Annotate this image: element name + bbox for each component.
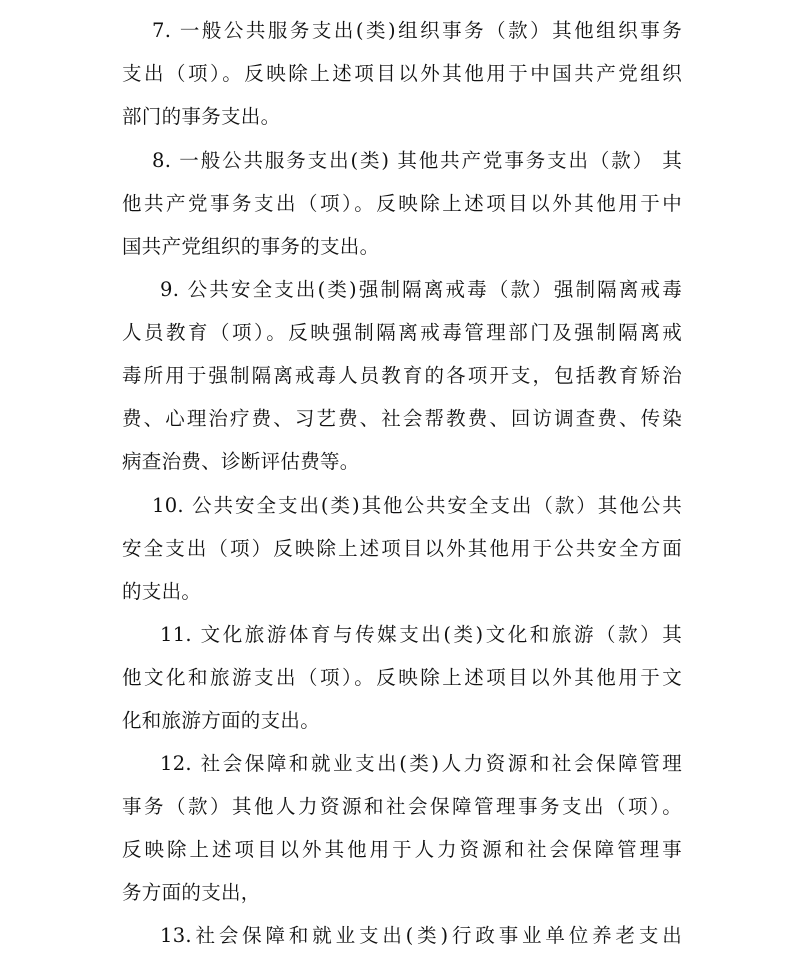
text-line: 病查治费、诊断评估费等。 bbox=[122, 450, 360, 473]
text-line: 的支出。 bbox=[122, 580, 202, 603]
text-line: 毒所用于强制隔离戒毒人员教育的各项开支，包括教育矫治 bbox=[122, 364, 682, 387]
text-line: 安全支出（项）反映除上述项目以外其他用于公共安全方面 bbox=[122, 537, 682, 560]
text-line: 人员教育（项）。反映强制隔离戒毒管理部门及强制隔离戒 bbox=[122, 321, 682, 344]
text-line: 务方面的支出， bbox=[122, 881, 261, 904]
text-line: 他共产党事务支出（项）。反映除上述项目以外其他用于中 bbox=[122, 192, 682, 215]
text-line: 事务（款）其他人力资源和社会保障管理事务支出（项）。 bbox=[122, 795, 682, 818]
text-line: 部门的事务支出。 bbox=[122, 105, 281, 128]
text-line: 国共产党组织的事务的支出。 bbox=[122, 235, 380, 258]
text-line: 11. 文化旅游体育与传媒支出(类)文化和旅游（款）其 bbox=[160, 623, 682, 646]
text-line: 9. 公共安全支出(类)强制隔离戒毒（款）强制隔离戒毒 bbox=[160, 278, 682, 301]
text-line: 7. 一般公共服务支出(类)组织事务（款）其他组织事务 bbox=[152, 19, 682, 42]
text-line: 他文化和旅游支出（项）。反映除上述项目以外其他用于文 bbox=[122, 666, 682, 689]
text-line: 反映除上述项目以外其他用于人力资源和社会保障管理事 bbox=[122, 838, 682, 861]
text-line: 费、心理治疗费、习艺费、社会帮教费、回访调查费、传染 bbox=[122, 407, 682, 430]
text-line: 化和旅游方面的支出。 bbox=[122, 709, 321, 732]
text-line: 支出（项）。反映除上述项目以外其他用于中国共产党组织 bbox=[122, 62, 682, 85]
text-line: 10. 公共安全支出(类)其他公共安全支出（款）其他公共 bbox=[152, 494, 682, 517]
text-line: 12. 社会保障和就业支出(类)人力资源和社会保障管理 bbox=[160, 752, 682, 775]
text-line: 8. 一般公共服务支出(类) 其他共产党事务支出（款） 其 bbox=[152, 149, 682, 172]
text-line: 13.社会保障和就业支出(类)行政事业单位养老支出 bbox=[160, 924, 682, 947]
